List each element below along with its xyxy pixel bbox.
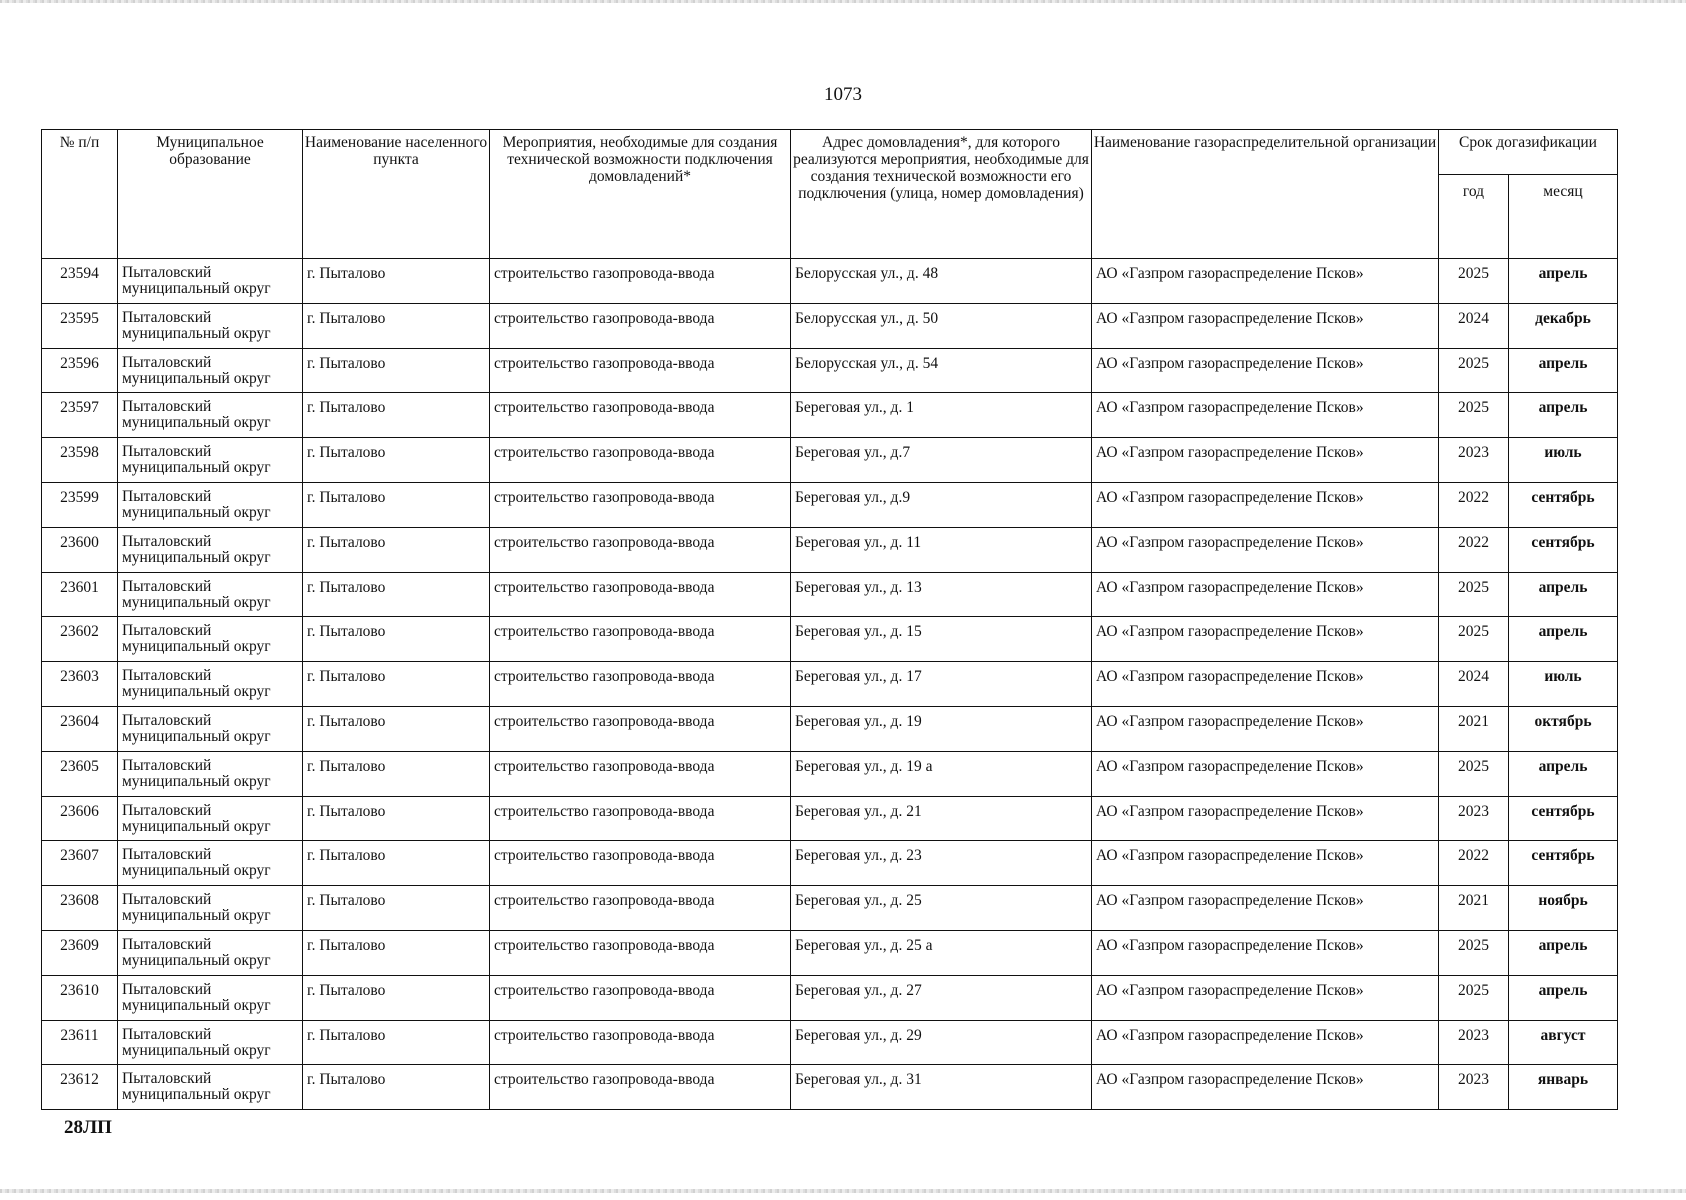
cell-settlement: г. Пыталово — [303, 975, 490, 1020]
cell-num: 23608 — [42, 886, 118, 931]
cell-organization: АО «Газпром газораспределение Псков» — [1092, 527, 1439, 572]
cell-organization: АО «Газпром газораспределение Псков» — [1092, 438, 1439, 483]
cell-settlement: г. Пыталово — [303, 930, 490, 975]
cell-address: Береговая ул., д. 11 — [791, 527, 1092, 572]
cell-year: 2025 — [1439, 617, 1509, 662]
cell-num: 23611 — [42, 1020, 118, 1065]
table-row — [42, 975, 1618, 1020]
table-row — [42, 348, 1618, 393]
table-row — [42, 527, 1618, 572]
cell-municipality: Пыталовский муниципальный округ — [118, 303, 303, 348]
page-number: 1073 — [824, 84, 862, 105]
cell-settlement: г. Пыталово — [303, 303, 490, 348]
cell-measure: строительство газопровода-ввода — [490, 617, 791, 662]
cell-organization: АО «Газпром газораспределение Псков» — [1092, 886, 1439, 931]
header-deadline: Срок догазификации — [1439, 130, 1618, 175]
cell-municipality: Пыталовский муниципальный округ — [118, 259, 303, 304]
cell-organization: АО «Газпром газораспределение Псков» — [1092, 259, 1439, 304]
cell-year: 2025 — [1439, 348, 1509, 393]
cell-address: Белорусская ул., д. 48 — [791, 259, 1092, 304]
cell-municipality: Пыталовский муниципальный округ — [118, 482, 303, 527]
cell-measure: строительство газопровода-ввода — [490, 841, 791, 886]
gasification-table — [41, 129, 1618, 1110]
cell-measure: строительство газопровода-ввода — [490, 527, 791, 572]
table-row — [42, 438, 1618, 483]
cell-measure: строительство газопровода-ввода — [490, 482, 791, 527]
cell-municipality: Пыталовский муниципальный округ — [118, 975, 303, 1020]
cell-settlement: г. Пыталово — [303, 527, 490, 572]
cell-year: 2025 — [1439, 393, 1509, 438]
cell-month: июль — [1509, 438, 1618, 483]
cell-address: Береговая ул., д. 25 а — [791, 930, 1092, 975]
cell-municipality: Пыталовский муниципальный округ — [118, 886, 303, 931]
table-row — [42, 930, 1618, 975]
cell-settlement: г. Пыталово — [303, 572, 490, 617]
cell-measure: строительство газопровода-ввода — [490, 572, 791, 617]
cell-num: 23597 — [42, 393, 118, 438]
header-organization: Наименование газораспределительной организации — [1092, 130, 1439, 259]
cell-month: сентябрь — [1509, 841, 1618, 886]
cell-organization: АО «Газпром газораспределение Псков» — [1092, 1020, 1439, 1065]
table-row — [42, 482, 1618, 527]
cell-measure: строительство газопровода-ввода — [490, 796, 791, 841]
cell-measure: строительство газопровода-ввода — [490, 662, 791, 707]
cell-municipality: Пыталовский муниципальный округ — [118, 662, 303, 707]
cell-organization: АО «Газпром газораспределение Псков» — [1092, 348, 1439, 393]
cell-organization: АО «Газпром газораспределение Псков» — [1092, 706, 1439, 751]
table-row — [42, 572, 1618, 617]
cell-municipality: Пыталовский муниципальный округ — [118, 796, 303, 841]
cell-address: Береговая ул., д. 17 — [791, 662, 1092, 707]
cell-num: 23596 — [42, 348, 118, 393]
cell-municipality: Пыталовский муниципальный округ — [118, 841, 303, 886]
cell-year: 2025 — [1439, 751, 1509, 796]
cell-address: Белорусская ул., д. 54 — [791, 348, 1092, 393]
scan-edge-bottom — [0, 1189, 1686, 1193]
cell-measure: строительство газопровода-ввода — [490, 259, 791, 304]
table-row — [42, 662, 1618, 707]
table-row — [42, 1065, 1618, 1110]
cell-month: апрель — [1509, 617, 1618, 662]
cell-year: 2022 — [1439, 841, 1509, 886]
cell-address: Береговая ул., д. 19 — [791, 706, 1092, 751]
table-row — [42, 841, 1618, 886]
cell-num: 23602 — [42, 617, 118, 662]
cell-month: сентябрь — [1509, 527, 1618, 572]
cell-num: 23609 — [42, 930, 118, 975]
cell-measure: строительство газопровода-ввода — [490, 706, 791, 751]
cell-num: 23612 — [42, 1065, 118, 1110]
cell-settlement: г. Пыталово — [303, 796, 490, 841]
cell-num: 23605 — [42, 751, 118, 796]
cell-municipality: Пыталовский муниципальный округ — [118, 572, 303, 617]
cell-municipality: Пыталовский муниципальный округ — [118, 527, 303, 572]
cell-address: Береговая ул., д. 13 — [791, 572, 1092, 617]
cell-settlement: г. Пыталово — [303, 393, 490, 438]
cell-organization: АО «Газпром газораспределение Псков» — [1092, 975, 1439, 1020]
table-row — [42, 796, 1618, 841]
cell-settlement: г. Пыталово — [303, 662, 490, 707]
cell-municipality: Пыталовский муниципальный округ — [118, 751, 303, 796]
cell-month: апрель — [1509, 259, 1618, 304]
cell-organization: АО «Газпром газораспределение Псков» — [1092, 303, 1439, 348]
cell-organization: АО «Газпром газораспределение Псков» — [1092, 751, 1439, 796]
cell-address: Береговая ул., д. 15 — [791, 617, 1092, 662]
cell-year: 2023 — [1439, 796, 1509, 841]
cell-address: Береговая ул., д. 21 — [791, 796, 1092, 841]
cell-month: апрель — [1509, 572, 1618, 617]
cell-organization: АО «Газпром газораспределение Псков» — [1092, 482, 1439, 527]
cell-measure: строительство газопровода-ввода — [490, 930, 791, 975]
cell-year: 2023 — [1439, 1065, 1509, 1110]
cell-address: Береговая ул., д. 31 — [791, 1065, 1092, 1110]
header-measures: Мероприятия, необходимые для создания технической возможности подключения домовладений* — [490, 130, 791, 259]
header-municipality: Муниципальное образование — [118, 130, 303, 259]
cell-year: 2022 — [1439, 527, 1509, 572]
cell-year: 2024 — [1439, 303, 1509, 348]
cell-organization: АО «Газпром газораспределение Псков» — [1092, 617, 1439, 662]
cell-num: 23601 — [42, 572, 118, 617]
table-row — [42, 617, 1618, 662]
table-row — [42, 1020, 1618, 1065]
cell-measure: строительство газопровода-ввода — [490, 348, 791, 393]
cell-month: апрель — [1509, 348, 1618, 393]
table-row — [42, 706, 1618, 751]
cell-year: 2022 — [1439, 482, 1509, 527]
cell-organization: АО «Газпром газораспределение Псков» — [1092, 393, 1439, 438]
cell-organization: АО «Газпром газораспределение Псков» — [1092, 662, 1439, 707]
cell-num: 23594 — [42, 259, 118, 304]
cell-month: январь — [1509, 1065, 1618, 1110]
cell-municipality: Пыталовский муниципальный округ — [118, 930, 303, 975]
cell-month: апрель — [1509, 751, 1618, 796]
cell-address: Береговая ул., д. 23 — [791, 841, 1092, 886]
cell-settlement: г. Пыталово — [303, 841, 490, 886]
cell-settlement: г. Пыталово — [303, 259, 490, 304]
header-num: № п/п — [42, 130, 118, 259]
cell-num: 23595 — [42, 303, 118, 348]
cell-address: Береговая ул., д. 25 — [791, 886, 1092, 931]
cell-num: 23600 — [42, 527, 118, 572]
table-body — [42, 259, 1618, 1110]
cell-measure: строительство газопровода-ввода — [490, 1020, 791, 1065]
cell-month: сентябрь — [1509, 482, 1618, 527]
cell-organization: АО «Газпром газораспределение Псков» — [1092, 572, 1439, 617]
table-row — [42, 393, 1618, 438]
cell-measure: строительство газопровода-ввода — [490, 886, 791, 931]
cell-settlement: г. Пыталово — [303, 886, 490, 931]
cell-month: ноябрь — [1509, 886, 1618, 931]
cell-month: апрель — [1509, 930, 1618, 975]
cell-num: 23604 — [42, 706, 118, 751]
cell-year: 2025 — [1439, 259, 1509, 304]
cell-organization: АО «Газпром газораспределение Псков» — [1092, 930, 1439, 975]
cell-settlement: г. Пыталово — [303, 706, 490, 751]
cell-measure: строительство газопровода-ввода — [490, 438, 791, 483]
footer-code: 28ЛП — [64, 1117, 112, 1138]
cell-month: апрель — [1509, 975, 1618, 1020]
header-year: год — [1439, 175, 1509, 259]
cell-month: апрель — [1509, 393, 1618, 438]
cell-municipality: Пыталовский муниципальный округ — [118, 617, 303, 662]
table-row — [42, 303, 1618, 348]
table-row — [42, 751, 1618, 796]
cell-address: Береговая ул., д. 29 — [791, 1020, 1092, 1065]
cell-month: декабрь — [1509, 303, 1618, 348]
header-address: Адрес домовладения*, для которого реализуются мероприятия, необходимые для создания технической возможности его подключения (улица, номер домовладения) — [791, 130, 1092, 259]
cell-year: 2025 — [1439, 975, 1509, 1020]
header-month: месяц — [1509, 175, 1618, 259]
cell-municipality: Пыталовский муниципальный округ — [118, 1020, 303, 1065]
cell-month: октябрь — [1509, 706, 1618, 751]
cell-address: Береговая ул., д. 27 — [791, 975, 1092, 1020]
cell-address: Береговая ул., д. 19 а — [791, 751, 1092, 796]
cell-municipality: Пыталовский муниципальный округ — [118, 706, 303, 751]
cell-year: 2021 — [1439, 886, 1509, 931]
cell-measure: строительство газопровода-ввода — [490, 1065, 791, 1110]
cell-num: 23607 — [42, 841, 118, 886]
cell-organization: АО «Газпром газораспределение Псков» — [1092, 796, 1439, 841]
table-row — [42, 886, 1618, 931]
cell-year: 2024 — [1439, 662, 1509, 707]
cell-settlement: г. Пыталово — [303, 482, 490, 527]
cell-address: Береговая ул., д.9 — [791, 482, 1092, 527]
cell-settlement: г. Пыталово — [303, 617, 490, 662]
table-header — [42, 130, 1618, 259]
scan-edge-top — [0, 0, 1686, 3]
cell-address: Белорусская ул., д. 50 — [791, 303, 1092, 348]
cell-settlement: г. Пыталово — [303, 348, 490, 393]
cell-municipality: Пыталовский муниципальный округ — [118, 1065, 303, 1110]
cell-num: 23599 — [42, 482, 118, 527]
cell-municipality: Пыталовский муниципальный округ — [118, 438, 303, 483]
cell-num: 23603 — [42, 662, 118, 707]
cell-settlement: г. Пыталово — [303, 751, 490, 796]
cell-settlement: г. Пыталово — [303, 1065, 490, 1110]
cell-month: июль — [1509, 662, 1618, 707]
cell-settlement: г. Пыталово — [303, 1020, 490, 1065]
cell-num: 23610 — [42, 975, 118, 1020]
cell-year: 2023 — [1439, 1020, 1509, 1065]
cell-num: 23598 — [42, 438, 118, 483]
cell-municipality: Пыталовский муниципальный округ — [118, 393, 303, 438]
cell-year: 2023 — [1439, 438, 1509, 483]
cell-organization: АО «Газпром газораспределение Псков» — [1092, 841, 1439, 886]
cell-measure: строительство газопровода-ввода — [490, 975, 791, 1020]
cell-measure: строительство газопровода-ввода — [490, 303, 791, 348]
cell-organization: АО «Газпром газораспределение Псков» — [1092, 1065, 1439, 1110]
cell-year: 2021 — [1439, 706, 1509, 751]
cell-month: август — [1509, 1020, 1618, 1065]
cell-measure: строительство газопровода-ввода — [490, 393, 791, 438]
cell-municipality: Пыталовский муниципальный округ — [118, 348, 303, 393]
cell-year: 2025 — [1439, 572, 1509, 617]
cell-address: Береговая ул., д. 1 — [791, 393, 1092, 438]
cell-address: Береговая ул., д.7 — [791, 438, 1092, 483]
cell-year: 2025 — [1439, 930, 1509, 975]
cell-num: 23606 — [42, 796, 118, 841]
cell-month: сентябрь — [1509, 796, 1618, 841]
table-row — [42, 259, 1618, 304]
header-settlement: Наименование населенного пункта — [303, 130, 490, 259]
cell-measure: строительство газопровода-ввода — [490, 751, 791, 796]
cell-settlement: г. Пыталово — [303, 438, 490, 483]
